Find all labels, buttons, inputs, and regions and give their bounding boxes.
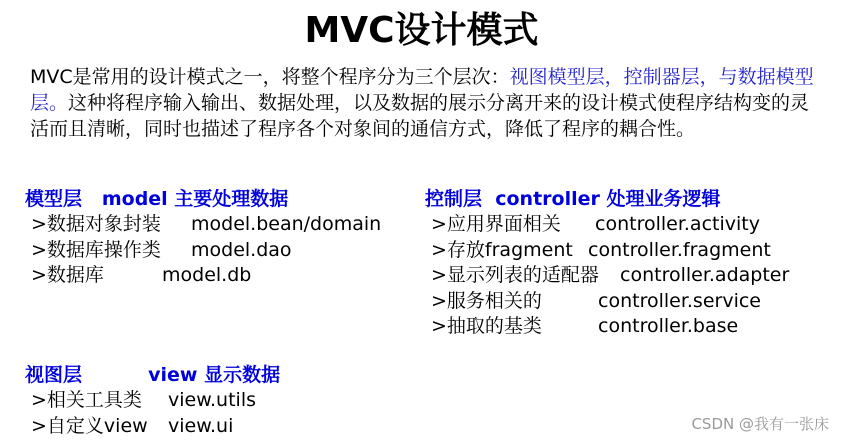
intro-highlight: 视图模型层，控制器层，与数据模型层。	[30, 66, 814, 114]
item-package: controller.fragment	[588, 238, 771, 261]
item-package: model.db	[162, 264, 252, 286]
item-package: controller.service	[598, 289, 761, 312]
watermark: CSDN @我有一张床	[691, 415, 829, 433]
item-name: >自定义view	[31, 414, 148, 437]
item-package: view.ui	[168, 414, 234, 437]
list-item	[25, 388, 415, 414]
model-layer-heading: 模型层 model 主要处理数据	[25, 188, 289, 210]
item-package: view.utils	[168, 389, 256, 411]
model-layer-section	[25, 186, 415, 289]
list-item	[25, 263, 415, 289]
controller-layer-section	[425, 186, 835, 340]
item-package: controller.activity	[595, 213, 760, 235]
item-package: model.bean/domain	[191, 213, 382, 235]
page-title: MVC设计模式	[304, 10, 539, 51]
view-layer-section	[25, 362, 415, 439]
list-item	[425, 238, 835, 264]
intro-text: MVC是常用的设计模式之一，将整个程序分为三个层次：	[30, 66, 510, 88]
item-name: >相关工具类	[31, 389, 142, 411]
item-package: controller.adapter	[620, 264, 790, 286]
item-name: >服务相关的	[431, 289, 542, 312]
item-name: >存放fragment	[431, 238, 573, 261]
item-name: >应用界面相关	[431, 213, 561, 235]
list-item	[425, 289, 835, 315]
item-package: controller.base	[598, 315, 739, 337]
list-item	[425, 212, 835, 238]
list-item	[425, 314, 835, 340]
controller-layer-heading: 控制层 controller 处理业务逻辑	[425, 188, 721, 210]
list-item	[25, 238, 415, 264]
list-item	[425, 263, 835, 289]
list-item	[25, 414, 415, 440]
intro-text-rest: 这种将程序输入输出、数据处理，以及数据的展示分离开来的设计模式使程序结构变的灵活而且清晰，同时也描述了程序各个对象间的通信方式，降低了程序的耦合性。	[30, 92, 810, 140]
view-layer-heading: 视图层 view 显示数据	[25, 364, 281, 386]
item-package: model.dao	[191, 238, 292, 261]
item-name: >数据库	[31, 264, 104, 286]
item-name: >抽取的基类	[431, 315, 542, 337]
intro-paragraph	[30, 64, 820, 142]
item-name: >数据库操作类	[31, 238, 161, 261]
list-item	[25, 212, 415, 238]
item-name: >数据对象封装	[31, 213, 161, 235]
item-name: >显示列表的适配器	[431, 264, 599, 286]
